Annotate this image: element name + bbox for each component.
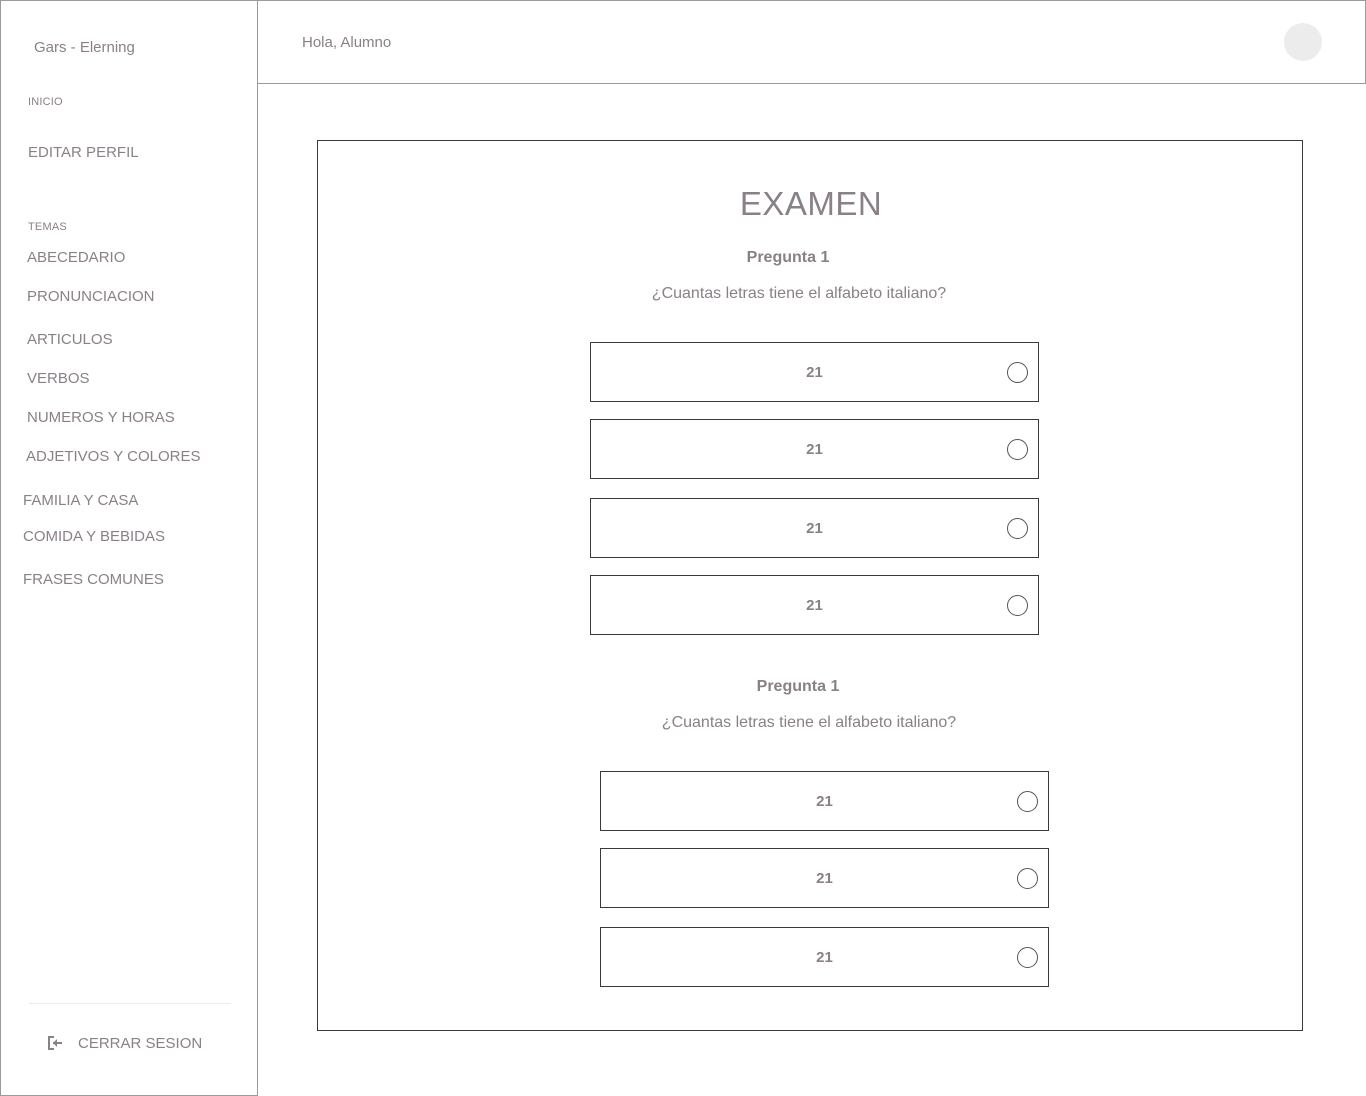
- greeting-text: Hola, Alumno: [302, 34, 392, 51]
- radio-button[interactable]: [1007, 439, 1028, 460]
- sidebar-item-adjetivos-y-colores[interactable]: ADJETIVOS Y COLORES: [26, 448, 201, 465]
- sidebar-item-abecedario[interactable]: ABECEDARIO: [27, 249, 126, 266]
- question-2-title: Pregunta 1: [756, 678, 840, 695]
- page-title: EXAMEN: [739, 185, 883, 222]
- option-label: 21: [816, 869, 833, 887]
- sidebar-item-verbos[interactable]: VERBOS: [27, 370, 90, 387]
- radio-button[interactable]: [1017, 791, 1038, 812]
- radio-button[interactable]: [1007, 362, 1028, 383]
- option-label: 21: [806, 596, 823, 614]
- question-1-title: Pregunta 1: [746, 249, 830, 266]
- radio-button[interactable]: [1007, 518, 1028, 539]
- sidebar-divider: [29, 1003, 231, 1004]
- option-label: 21: [816, 948, 833, 966]
- brand-name: Gars - Elerning: [34, 39, 135, 56]
- sidebar-item-articulos[interactable]: ARTICULOS: [27, 331, 113, 348]
- question-1-option-3[interactable]: [590, 498, 1039, 558]
- nav-editar-perfil[interactable]: EDITAR PERFIL: [28, 144, 139, 161]
- logout-button[interactable]: [46, 1034, 202, 1052]
- sidebar-item-numeros-y-horas[interactable]: NUMEROS Y HORAS: [27, 409, 175, 426]
- question-2-option-3[interactable]: [600, 927, 1049, 987]
- option-label: 21: [806, 440, 823, 458]
- option-label: 21: [816, 792, 833, 810]
- question-1-text: ¿Cuantas letras tiene el alfabeto italiano?: [651, 285, 947, 302]
- question-2-option-1[interactable]: [600, 771, 1049, 831]
- question-1-option-2[interactable]: [590, 419, 1039, 479]
- nav-inicio[interactable]: INICIO: [28, 96, 63, 108]
- option-label: 21: [806, 363, 823, 381]
- logout-icon: [46, 1034, 64, 1052]
- sidebar: [0, 0, 258, 1096]
- question-1-option-4[interactable]: [590, 575, 1039, 635]
- sidebar-item-comida-y-bebidas[interactable]: COMIDA Y BEBIDAS: [23, 528, 165, 545]
- exam-panel: [317, 140, 1303, 1031]
- question-1-option-1[interactable]: [590, 342, 1039, 402]
- sidebar-item-frases-comunes[interactable]: FRASES COMUNES: [23, 571, 164, 588]
- sidebar-item-pronunciacion[interactable]: PRONUNCIACION: [27, 288, 155, 305]
- section-label-temas: TEMAS: [28, 221, 67, 233]
- avatar[interactable]: [1284, 23, 1322, 61]
- sidebar-item-familia-y-casa[interactable]: FAMILIA Y CASA: [23, 492, 139, 509]
- top-header: [257, 0, 1366, 84]
- question-2-text: ¿Cuantas letras tiene el alfabeto italiano?: [661, 714, 957, 731]
- logout-label: CERRAR SESION: [78, 1034, 203, 1052]
- question-2-option-2[interactable]: [600, 848, 1049, 908]
- radio-button[interactable]: [1007, 595, 1028, 616]
- radio-button[interactable]: [1017, 868, 1038, 889]
- option-label: 21: [806, 519, 823, 537]
- radio-button[interactable]: [1017, 947, 1038, 968]
